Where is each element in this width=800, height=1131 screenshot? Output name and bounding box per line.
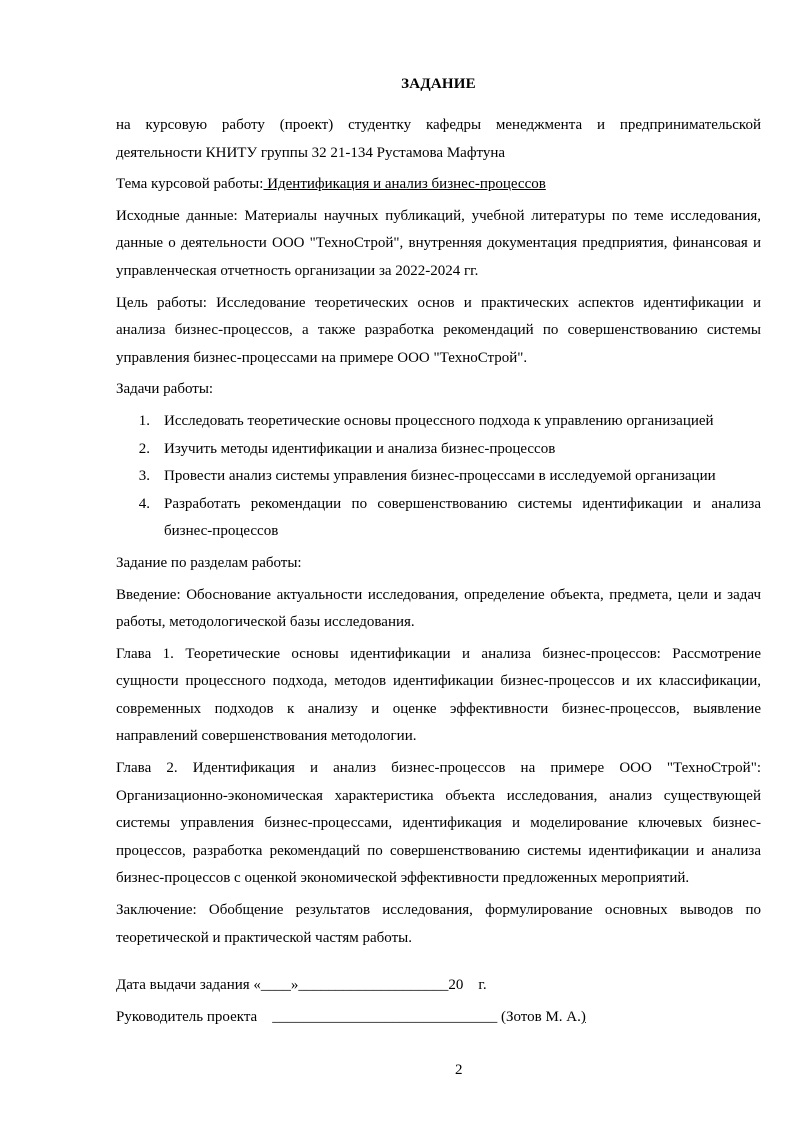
task-item: [116, 491, 761, 546]
document-body: [116, 112, 761, 956]
document-title: ЗАДАНИЕ: [401, 76, 476, 92]
tasks-list: [116, 408, 761, 546]
chapter1-section: Глава 1. Теоретические основы идентификации и анализа бизнес-процессов: Рассмотрение сущности процессного подхода, методов идентификации бизнес-процессов и их классификации, современных подходов к анализу и оценке эффективности бизнес-процессов, выявление направлений совершенствования методологии.: [116, 645, 761, 745]
task-item: [116, 408, 761, 436]
task-text: Исследовать теоретические основы процессного подхода к управлению организацией: [164, 412, 714, 429]
introduction-section: Введение: Обоснование актуальности исследования, определение объекта, предмета, цели и задач работы, методологической базы исследования.: [116, 586, 761, 631]
intro-paragraph: на курсовую работу (проект) студентку кафедры менеджмента и предпринимательской деятельности КНИТУ группы 32 21-134 Рустамова Мафтуна: [116, 117, 761, 161]
task-number: 1.: [138, 412, 150, 429]
task-text: Провести анализ системы управления бизнес-процессами в исследуемой организации: [164, 468, 716, 485]
sections-label: Задание по разделам работы:: [116, 554, 302, 571]
topic-paragraph: [116, 171, 761, 199]
topic-value: Идентификация и анализ бизнес-процессов: [263, 176, 546, 193]
source-data-paragraph: Исходные данные: Материалы научных публикаций, учебной литературы по теме исследования, данные о деятельности ООО "ТехноСтрой", внутренняя документация предприятия, финансовая и управленческая отчетность организации за 2022-2024 гг.: [116, 207, 761, 279]
topic-label: Тема курсовой работы:: [116, 176, 264, 193]
tasks-label: Задачи работы:: [116, 381, 214, 398]
task-number: 4.: [138, 495, 150, 512]
task-text: Разработать рекомендации по совершенствованию системы идентификации и анализа бизнес-процессов: [164, 495, 761, 540]
task-text: Изучить методы идентификации и анализа бизнес-процессов: [164, 440, 556, 457]
supervisor-signature-blank: ______________________________: [272, 1009, 498, 1025]
conclusion-section: Заключение: Обобщение результатов исследования, формулирование основных выводов по теоретической и практической частям работы.: [116, 902, 761, 946]
supervisor-line: [116, 1004, 761, 1032]
task-number: 3.: [138, 468, 150, 485]
issue-date-line: Дата выдачи задания «____»____________________20 г.: [116, 977, 487, 993]
supervisor-name: (Зотов М. А.: [500, 1009, 581, 1025]
chapter2-section: Глава 2. Идентификация и анализ бизнес-процессов на примере ООО "ТехноСтрой": Организационно-экономическая характеристика объекта исследования, анализ существующей системы управления бизнес-процессами, идентификация и моделирование ключевых бизнес-процессов, разработка рекомендаций по совершенствованию системы идентификации и анализа бизнес-процессов с оценкой экономической эффективности предложенных мероприятий.: [116, 760, 761, 887]
supervisor-close: ): [580, 1009, 586, 1025]
page-number: 2: [455, 1062, 463, 1078]
goal-paragraph: Цель работы: Исследование теоретических основ и практических аспектов идентификации и анализа бизнес-процессов, а также разработка рекомендаций по совершенствованию системы управления бизнес-процессами на примере ООО "ТехноСтрой".: [116, 294, 761, 366]
supervisor-label: Руководитель проекта: [116, 1009, 258, 1025]
task-item: [116, 463, 761, 491]
task-number: 2.: [138, 440, 150, 457]
task-item: [116, 436, 761, 464]
